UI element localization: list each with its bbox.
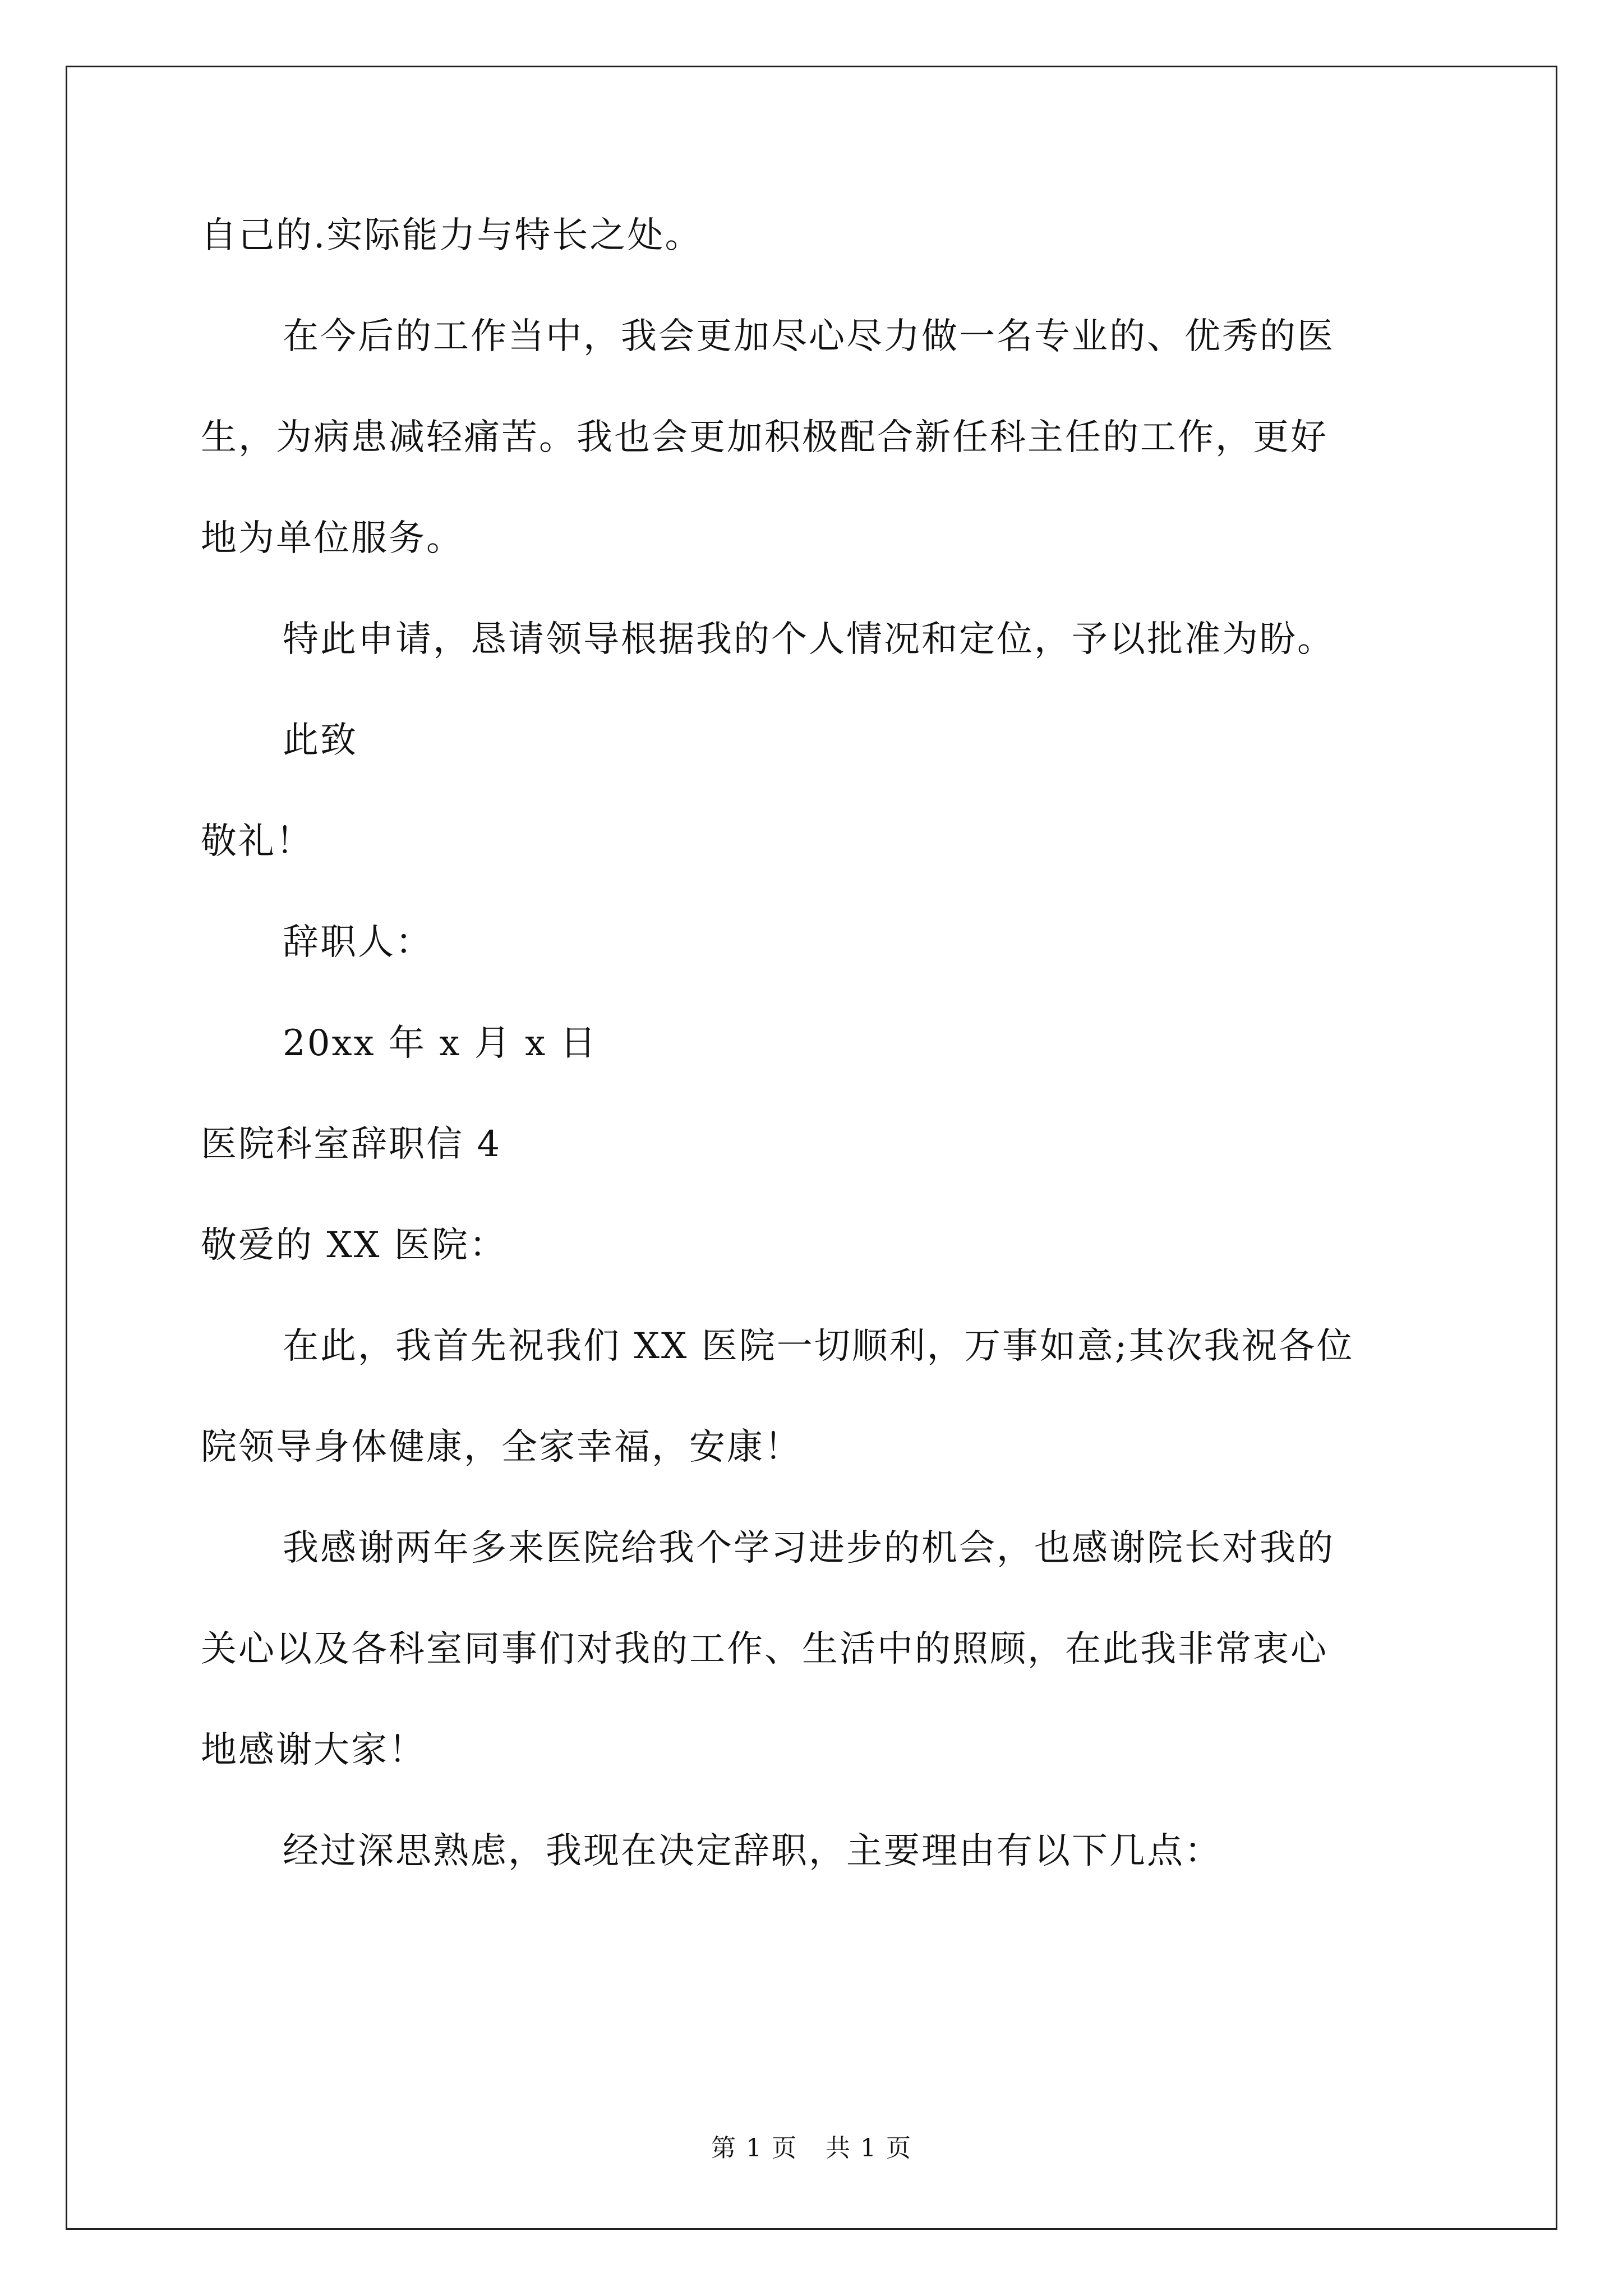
paragraph-line: 生，为病患减轻痛苦。我也会更加积极配合新任科主任的工作，更好 [201,417,1328,458]
paragraph-line: 关心以及各科室同事们对我的工作、生活中的照顾，在此我非常衷心 [201,1628,1328,1670]
paragraph-line: 地感谢大家！ [201,1729,426,1771]
paragraph-line: 在今后的工作当中，我会更加尽心尽力做一名专业的、优秀的医 [283,316,1335,357]
paragraph-line: 院领导身体健康，全家幸福，安康！ [201,1427,802,1468]
paragraph-line: 在此，我首先祝我们 XX 医院一切顺利，万事如意;其次我祝各位 [283,1326,1354,1367]
paragraph-line: 地为单位服务。 [201,518,464,559]
paragraph-line: 经过深思熟虑，我现在决定辞职，主要理由有以下几点： [283,1830,1222,1872]
salutation-line: 敬礼！ [201,821,313,862]
greeting-line: 敬爱的 XX 医院： [201,1225,507,1266]
paragraph-line: 自己的.实际能力与特长之处。 [201,215,703,256]
page-number-total: 共 1 页 [826,2134,912,2162]
closing-line: 此致 [283,720,358,761]
date-line: 20xx 年 x 月 x 日 [283,1023,598,1064]
paragraph-line: 特此申请，恳请领导根据我的个人情况和定位，予以批准为盼。 [283,619,1335,660]
signature-line: 辞职人： [283,922,433,963]
document-body [201,185,1435,1902]
section-title: 医院科室辞职信 4 [201,1124,502,1165]
page-number-current: 第 1 页 [711,2134,797,2162]
paragraph-line: 我感谢两年多来医院给我个学习进步的机会，也感谢院长对我的 [283,1527,1335,1569]
page-footer [0,2132,1623,2165]
